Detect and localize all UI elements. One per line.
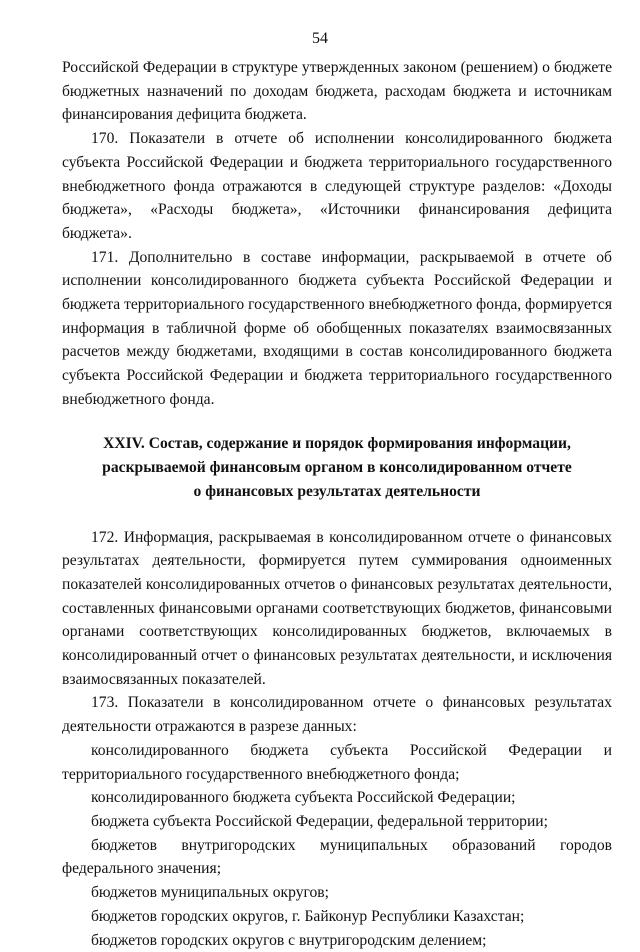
- paragraph-170: 170. Показатели в отчете об исполнении консолидированного бюджета субъекта Российской Федерации и бюджета территориального государственного внебюджетного фонда отражаются в следующей структуре разделов: «Доходы бюджета», «Расходы бюджета», «Источники финансирования дефицита бюджета».: [62, 127, 612, 246]
- list-item: бюджета субъекта Российской Федерации, федеральной территории;: [62, 810, 612, 834]
- list-item: бюджетов муниципальных округов;: [62, 881, 612, 905]
- list-item: бюджетов внутригородских муниципальных образований городов федерального значения;: [62, 834, 612, 881]
- list-item: консолидированного бюджета субъекта Российской Федерации;: [62, 786, 612, 810]
- list-item: бюджетов городских округов с внутригородским делением;: [62, 929, 612, 952]
- paragraph-171: 171. Дополнительно в составе информации, раскрываемой в отчете об исполнении консолидированного бюджета субъекта Российской Федерации и бюджета территориального государственного внебюджетного фонда, формируется информация в табличной форме об обобщенных показателях взаимосвязанных расчетов между бюджетами, входящими в состав консолидированного бюджета субъекта Российской Федерации и бюджета территориального государственного внебюджетного фонда.: [62, 246, 612, 412]
- paragraph-continuation: Российской Федерации в структуре утвержденных законом (решением) о бюджете бюджетных назначений по доходам бюджета, расходам бюджета и источникам финансирования дефицита бюджета.: [62, 56, 612, 127]
- page-number: 54: [0, 29, 640, 49]
- list-item: консолидированного бюджета субъекта Российской Федерации и территориального государственного внебюджетного фонда;: [62, 739, 612, 786]
- list-item: бюджетов городских округов, г. Байконур Республики Казахстан;: [62, 905, 612, 929]
- section-heading-line-1: XXIV. Состав, содержание и порядок формирования информации,: [62, 432, 612, 456]
- paragraph-173: 173. Показатели в консолидированном отчете о финансовых результатах деятельности отражаются в разрезе данных:: [62, 691, 612, 738]
- section-heading-line-3: о финансовых результатах деятельности: [62, 480, 612, 504]
- document-body: [62, 56, 612, 952]
- paragraph-172: 172. Информация, раскрываемая в консолидированном отчете о финансовых результатах деятельности, формируется путем суммирования одноименных показателей консолидированных отчетов о финансовых результатах деятельности, составленных финансовыми органами соответствующих бюджетов, финансовыми органами соответствующих консолидированных бюджетов, включаемых в консолидированный отчет о финансовых результатах деятельности, и исключения взаимосвязанных показателей.: [62, 526, 612, 692]
- section-heading-line-2: раскрываемой финансовым органом в консолидированном отчете: [62, 456, 612, 480]
- section-heading: [62, 432, 612, 504]
